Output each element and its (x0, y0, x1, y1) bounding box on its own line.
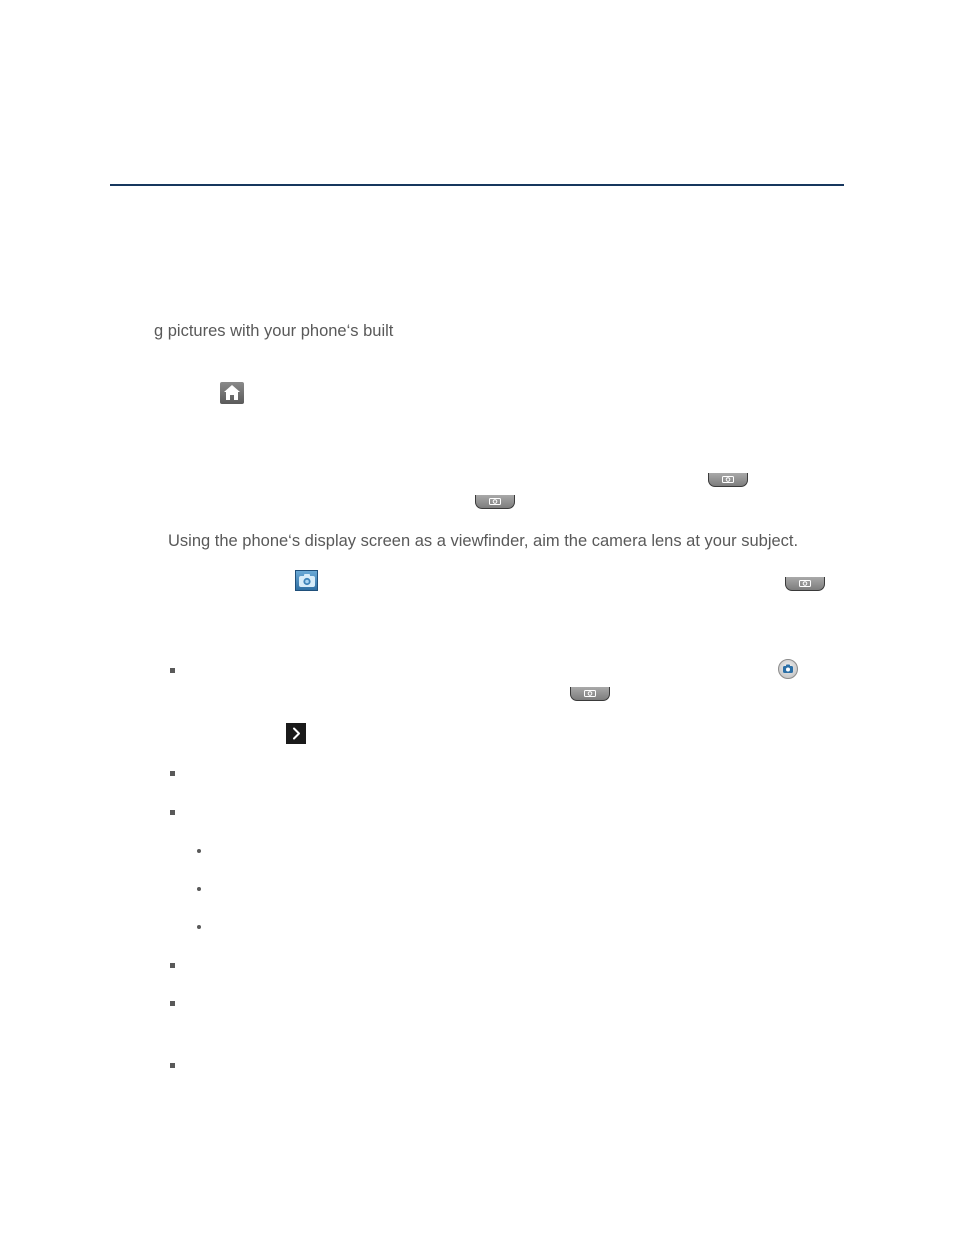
bullet (170, 771, 175, 776)
sub-bullet (197, 925, 201, 929)
camera-app-icon (295, 570, 318, 591)
intro-text: g pictures with your phone‘s built (154, 322, 394, 340)
camera-key-icon (475, 495, 515, 509)
bullet (170, 1063, 175, 1068)
bullet (170, 963, 175, 968)
shutter-button-icon (778, 659, 798, 679)
home-icon (220, 382, 244, 404)
camera-key-icon (785, 577, 825, 591)
bullet (170, 668, 175, 673)
bullet (170, 1001, 175, 1006)
camera-key-icon (570, 687, 610, 701)
next-arrow-icon (286, 723, 306, 744)
sub-bullet (197, 849, 201, 853)
bullet (170, 810, 175, 815)
section-divider (110, 184, 844, 186)
step-viewfinder-text: Using the phone‘s display screen as a viewfinder, aim the camera lens at your subject. (168, 532, 799, 550)
camera-key-icon (708, 473, 748, 487)
sub-bullet (197, 887, 201, 891)
